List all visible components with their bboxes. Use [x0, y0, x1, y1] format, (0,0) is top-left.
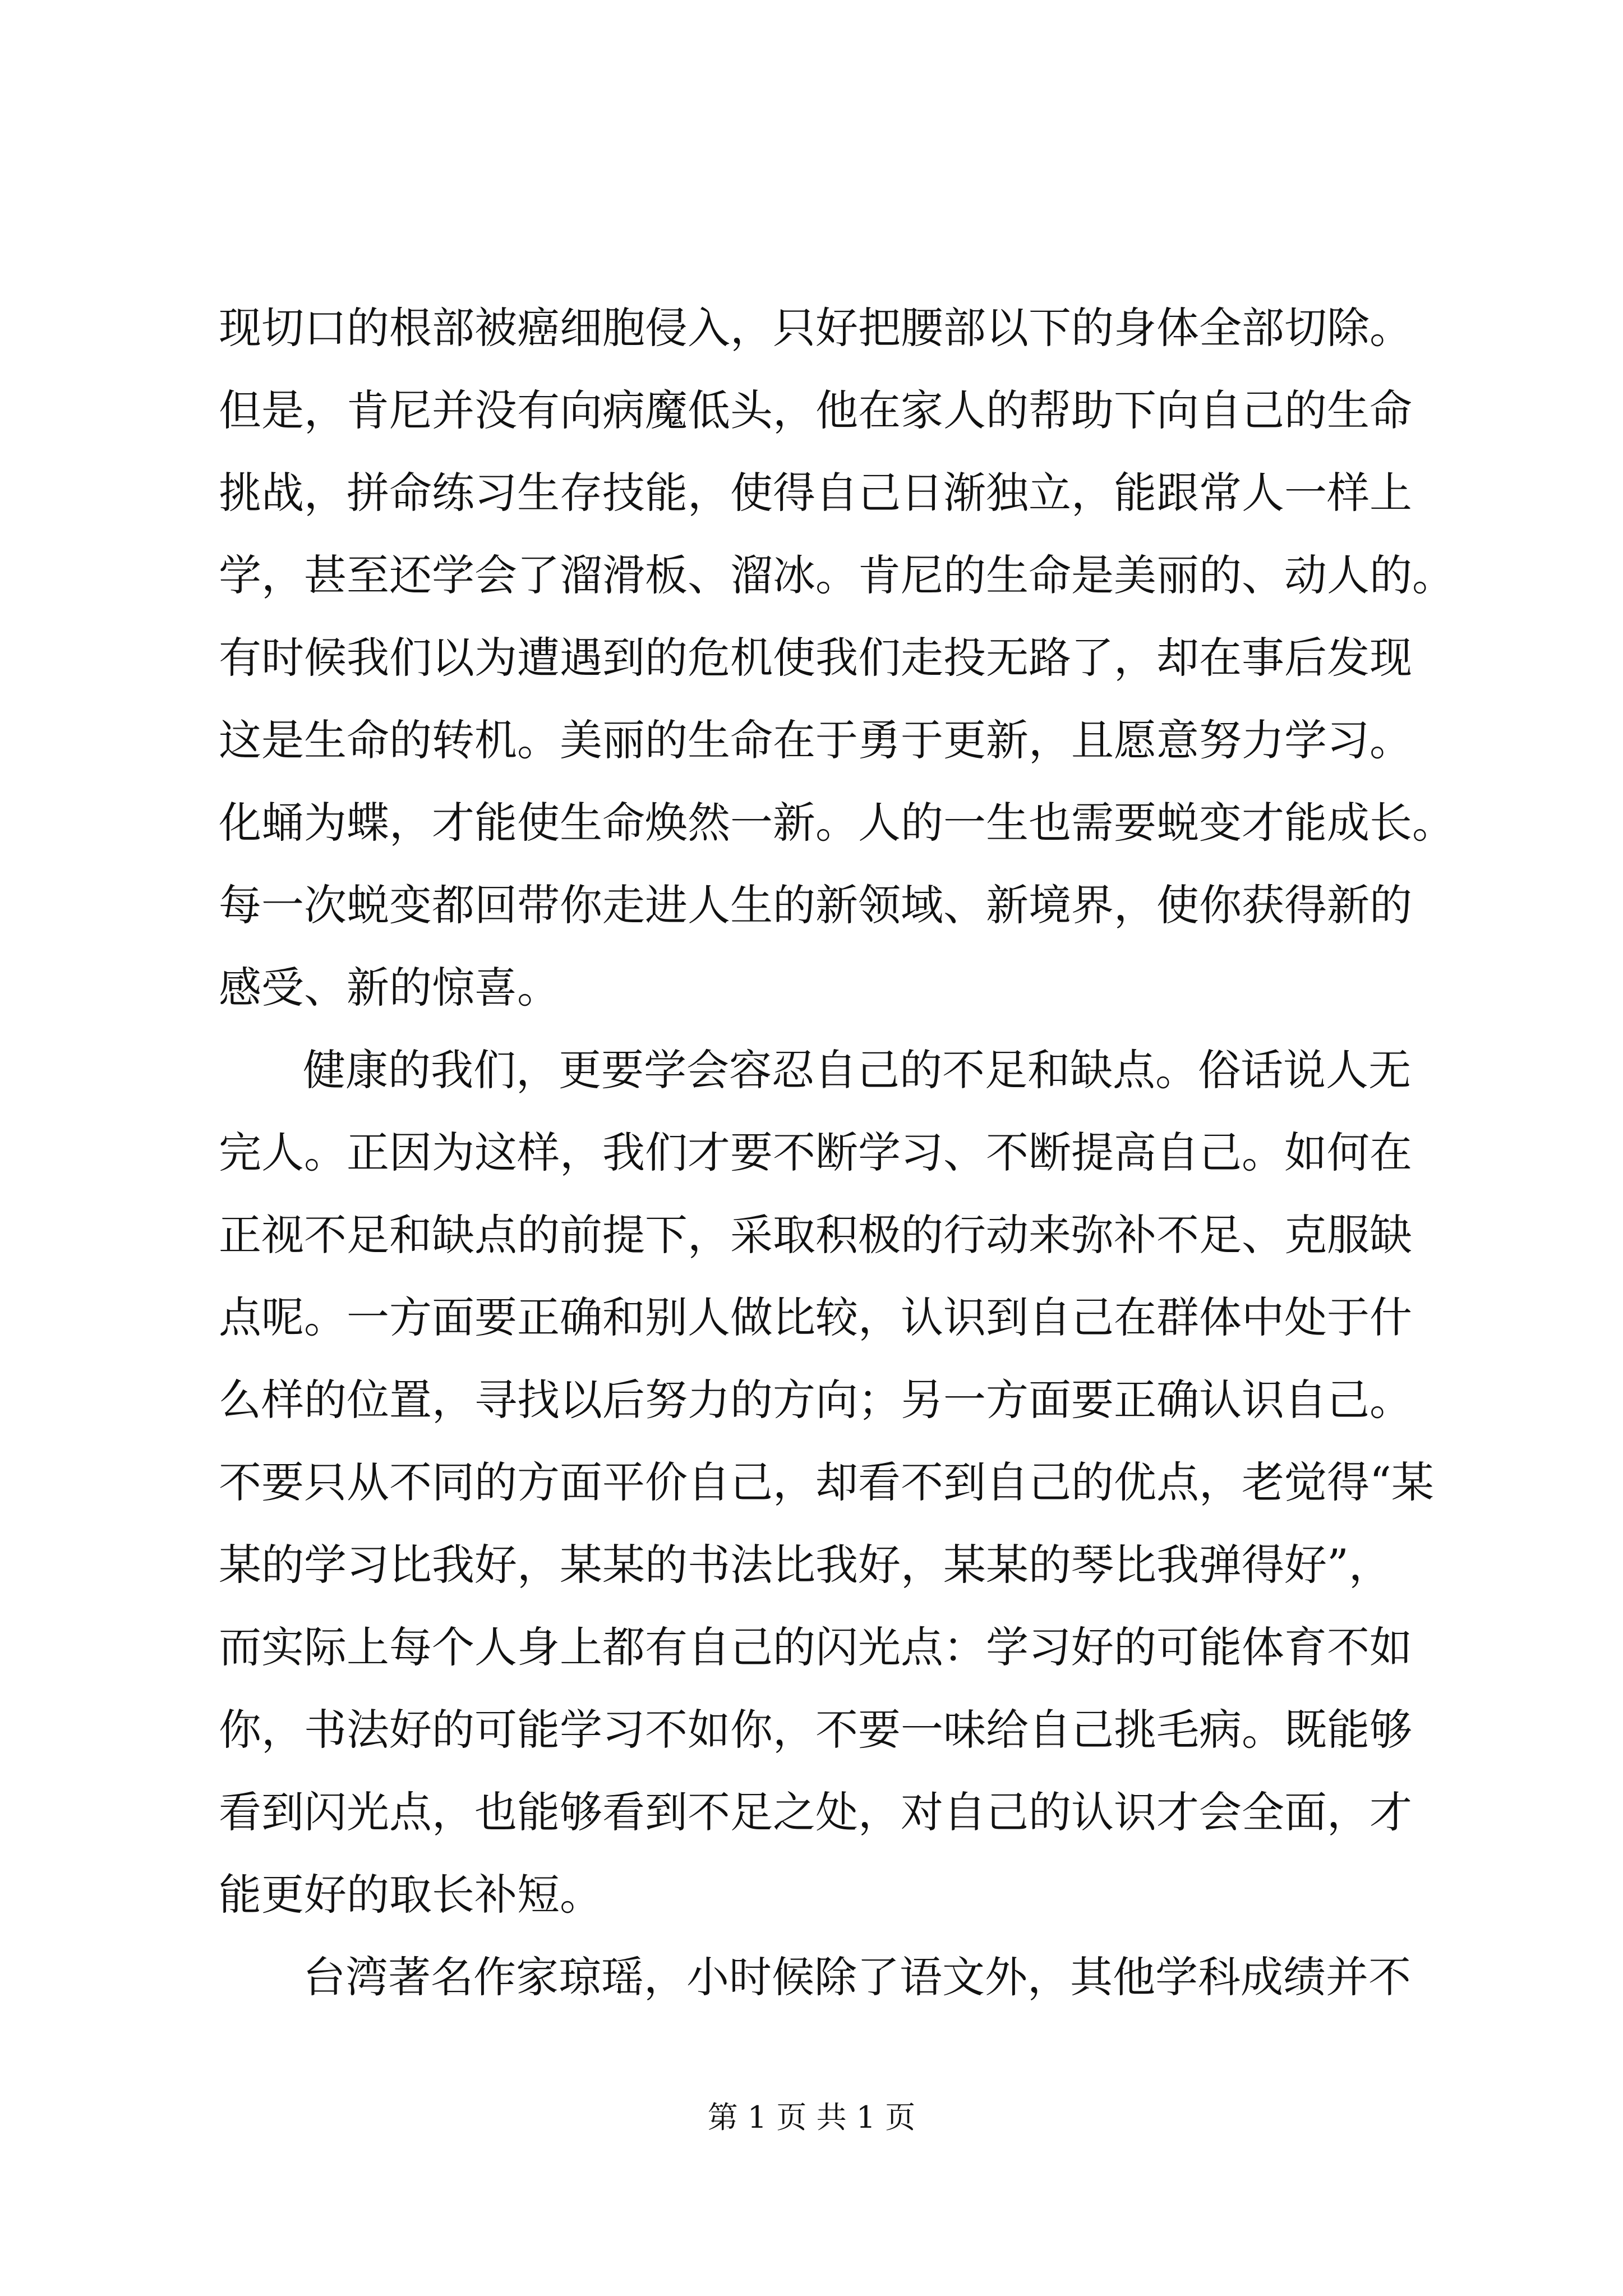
text-line: 看到闪光点，也能够看到不足之处，对自己的认识才会全面，才	[219, 1787, 1412, 1837]
text-line: 现切口的根部被癌细胞侵入，只好把腰部以下的身体全部切除。	[219, 303, 1412, 353]
text-line: 某的学习比我好，某某的书法比我好，某某的琴比我弹得好”，	[219, 1540, 1391, 1590]
text-line: 化蛹为蝶，才能使生命焕然一新。人的一生也需要蜕变才能成长。	[219, 798, 1455, 848]
text-line: 但是，肯尼并没有向病魔低头，他在家人的帮助下向自己的生命	[219, 385, 1412, 435]
text-line: 这是生命的转机。美丽的生命在于勇于更新，且愿意努力学习。	[219, 715, 1412, 765]
paragraph-start-line: 健康的我们，更要学会容忍自己的不足和缺点。俗话说人无	[303, 1045, 1411, 1095]
paragraph-start-line: 台湾著名作家琼瑶，小时候除了语文外，其他学科成绩并不	[303, 1952, 1411, 2002]
text-line: 感受、新的惊喜。	[219, 963, 560, 1013]
text-line: 而实际上每个人身上都有自己的闪光点：学习好的可能体育不如	[219, 1622, 1412, 1672]
text-line: 学，甚至还学会了溜滑板、溜冰。肯尼的生命是美丽的、动人的。	[219, 550, 1455, 600]
text-line: 能更好的取长补短。	[219, 1870, 602, 1920]
text-line: 完人。正因为这样，我们才要不断学习、不断提高自己。如何在	[219, 1128, 1412, 1177]
text-line: 不要只从不同的方面平价自己，却看不到自己的优点，老觉得“某	[219, 1457, 1434, 1507]
text-line: 正视不足和缺点的前提下，采取积极的行动来弥补不足、克服缺	[219, 1210, 1412, 1260]
text-line: 挑战，拼命练习生存技能，使得自己日渐独立，能跟常人一样上	[219, 468, 1412, 518]
text-line: 每一次蜕变都回带你走进人生的新领域、新境界，使你获得新的	[219, 880, 1412, 930]
text-line: 有时候我们以为遭遇到的危机使我们走投无路了，却在事后发现	[219, 633, 1412, 683]
text-line: 你，书法好的可能学习不如你，不要一味给自己挑毛病。既能够	[219, 1705, 1412, 1755]
text-line: 点呢。一方面要正确和别人做比较，认识到自己在群体中处于什	[219, 1292, 1412, 1342]
text-line: 么样的位置，寻找以后努力的方向；另一方面要正确认识自己。	[219, 1375, 1412, 1425]
page-footer: 第 1 页 共 1 页	[707, 2100, 916, 2135]
